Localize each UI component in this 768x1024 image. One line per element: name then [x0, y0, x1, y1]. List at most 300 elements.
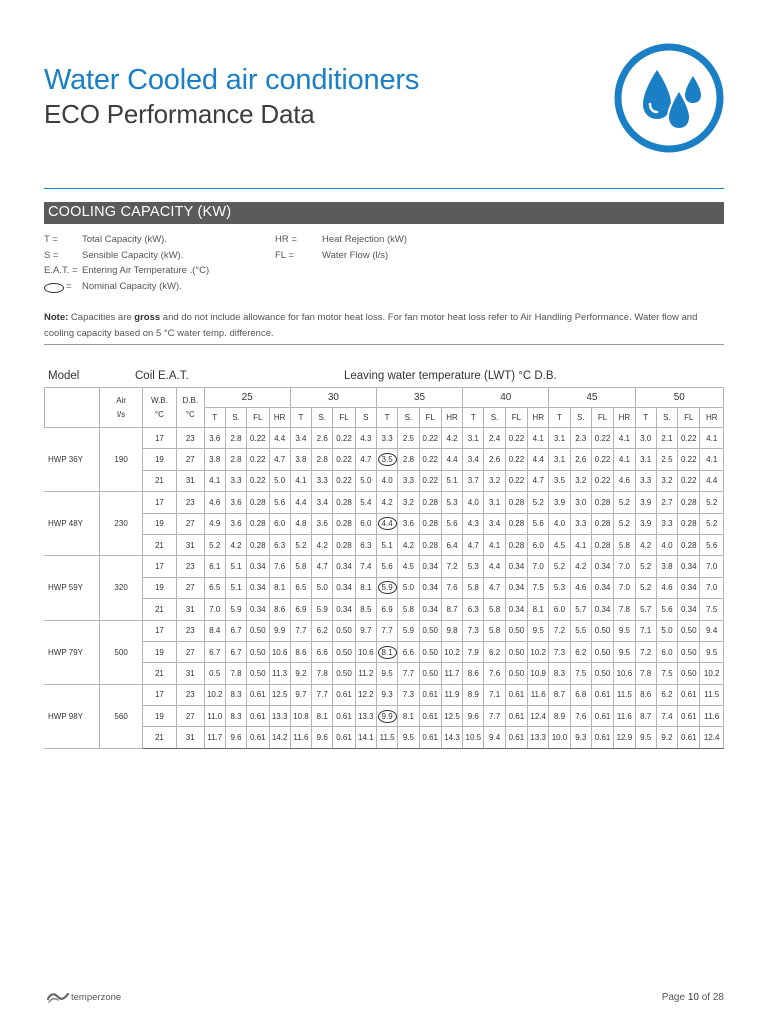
table-cell: 6.0: [355, 513, 376, 534]
table-cell: 5.0: [656, 620, 677, 641]
table-cell: 0.22: [678, 428, 700, 449]
table-cell: 4.2: [570, 556, 591, 577]
table-cell: 3.3: [398, 470, 419, 491]
db-value: 31: [176, 534, 204, 555]
table-cell: 2.8: [312, 449, 333, 470]
page-subtitle: ECO Performance Data: [44, 99, 315, 129]
table-cell: 7.0: [204, 599, 225, 620]
db-value: 31: [176, 470, 204, 491]
table-cell: 0.28: [678, 534, 700, 555]
nominal-cell: [376, 577, 397, 598]
metric-col-header: S.: [225, 408, 246, 428]
table-row: [45, 663, 724, 684]
wb-header-line1: W.B.: [150, 395, 168, 405]
table-cell: 8.3: [549, 663, 570, 684]
table-cell: 2.5: [656, 449, 677, 470]
table-cell: 5.0: [398, 577, 419, 598]
table-cell: 0.34: [591, 556, 613, 577]
wb-col-header: [142, 388, 176, 428]
table-cell: 5.1: [225, 556, 246, 577]
table-cell: 6.7: [225, 620, 246, 641]
table-cell: 7.4: [355, 556, 376, 577]
nominal-cell: [376, 706, 397, 727]
table-cell: 3.9: [635, 513, 656, 534]
table-cell: 7.0: [700, 577, 724, 598]
page-label: Page: [661, 992, 688, 1003]
table-cell: 7.3: [398, 684, 419, 705]
table-cell: 7.8: [635, 663, 656, 684]
table-cell: 9.5: [635, 727, 656, 748]
table-cell: 3.6: [225, 513, 246, 534]
table-cell: 2.8: [398, 449, 419, 470]
metric-col-header: HR: [441, 408, 462, 428]
table-cell: 4.2: [312, 534, 333, 555]
table-cell: 5.0: [312, 577, 333, 598]
metric-col-header: HR: [614, 408, 635, 428]
table-cell: 8.9: [463, 684, 484, 705]
metric-col-header: S.: [398, 408, 419, 428]
metric-col-header: S: [355, 408, 376, 428]
table-cell: 5.2: [614, 492, 635, 513]
table-cell: 3.6: [225, 492, 246, 513]
table-row: [45, 620, 724, 641]
coil-eat-header: Coil E.A.T.: [135, 370, 189, 382]
table-cell: 4.4: [269, 428, 290, 449]
air-flow-value: 230: [100, 492, 143, 556]
table-cell: 0.50: [678, 663, 700, 684]
metric-col-header: T: [549, 408, 570, 428]
table-cell: 3.2: [570, 470, 591, 491]
table-cell: 3.6: [204, 428, 225, 449]
table-cell: 0.61: [591, 706, 613, 727]
table-cell: 3.0: [635, 428, 656, 449]
table-cell: 2.3: [570, 428, 591, 449]
legend-text-s: Sensible Capacity (kW).: [82, 250, 184, 261]
air-flow-value: 500: [100, 620, 143, 684]
table-cell: 8.7: [549, 684, 570, 705]
brand-name: temperzone: [71, 992, 122, 1003]
table-cell: 0.34: [419, 556, 441, 577]
table-cell: 0.28: [333, 492, 355, 513]
table-cell: 5.9: [225, 599, 246, 620]
table-cell: 4.1: [290, 470, 311, 491]
table-cell: 0.34: [678, 577, 700, 598]
db-value: 23: [176, 684, 204, 705]
table-cell: 3.6: [312, 513, 333, 534]
table-cell: 0.61: [505, 727, 527, 748]
table-cell: 6.5: [204, 577, 225, 598]
table-cell: 0.50: [247, 620, 269, 641]
table-cell: 10.6: [614, 663, 635, 684]
table-cell: 7.0: [528, 556, 549, 577]
metric-col-header: FL: [247, 408, 269, 428]
table-cell: 7.0: [614, 577, 635, 598]
table-cell: 4.9: [204, 513, 225, 534]
table-cell: 0.22: [591, 449, 613, 470]
note-divider: [44, 344, 724, 345]
table-cell: 8.1: [312, 706, 333, 727]
table-cell: 2.6: [312, 428, 333, 449]
table-cell: 8.7: [635, 706, 656, 727]
table-cell: 0.50: [505, 641, 527, 662]
table-cell: 0.34: [505, 599, 527, 620]
table-cell: 9.2: [656, 727, 677, 748]
table-cell: 5.5: [570, 620, 591, 641]
table-cell: 5.8: [484, 599, 505, 620]
wb-header-line2: °C: [154, 409, 164, 419]
table-cell: 9.7: [290, 684, 311, 705]
db-value: 27: [176, 449, 204, 470]
table-cell: 0.61: [419, 684, 441, 705]
table-cell: 3.9: [549, 492, 570, 513]
table-cell: 4.5: [549, 534, 570, 555]
air-col-header: [100, 388, 143, 428]
wb-value: 21: [142, 663, 176, 684]
wb-value: 21: [142, 470, 176, 491]
table-cell: 9.7: [355, 620, 376, 641]
table-cell: 5.7: [570, 599, 591, 620]
db-value: 31: [176, 727, 204, 748]
table-cell: 5.2: [614, 513, 635, 534]
table-cell: 6.0: [528, 534, 549, 555]
table-cell: 0.34: [678, 599, 700, 620]
table-cell: 12.4: [528, 706, 549, 727]
table-cell: 0.50: [333, 620, 355, 641]
table-cell: 7.7: [484, 706, 505, 727]
table-cell: 10.5: [463, 727, 484, 748]
table-cell: 4.2: [441, 428, 462, 449]
table-cell: 11.5: [376, 727, 397, 748]
table-cell: 3.3: [635, 470, 656, 491]
table-cell: 0.61: [678, 684, 700, 705]
note-bold: gross: [134, 312, 161, 323]
table-cell: 0.34: [419, 577, 441, 598]
table-cell: 4.6: [614, 470, 635, 491]
table-cell: 4.6: [656, 577, 677, 598]
table-cell: 4.1: [614, 449, 635, 470]
table-cell: 6.0: [656, 641, 677, 662]
table-cell: 6.4: [441, 534, 462, 555]
nominal-capacity-value: 4.4: [378, 517, 397, 530]
table-cell: 3.8: [290, 449, 311, 470]
table-cell: 0.28: [505, 492, 527, 513]
table-cell: 5.2: [204, 534, 225, 555]
table-cell: 11.6: [700, 706, 724, 727]
table-cell: 13.3: [528, 727, 549, 748]
table-cell: 0.50: [333, 641, 355, 662]
table-cell: 7.1: [635, 620, 656, 641]
db-value: 31: [176, 599, 204, 620]
table-cell: 10.2: [700, 663, 724, 684]
legend-text-fl: Water Flow (l/s): [322, 250, 389, 261]
metric-col-header: FL: [333, 408, 355, 428]
legend-key-fl: FL =: [275, 250, 294, 261]
table-cell: 4.2: [635, 534, 656, 555]
table-cell: 0.28: [591, 534, 613, 555]
table-cell: 11.5: [700, 684, 724, 705]
table-cell: 7.9: [463, 641, 484, 662]
db-col-header: [176, 388, 204, 428]
table-cell: 5.6: [656, 599, 677, 620]
table-row: [45, 492, 724, 513]
table-cell: 2.6: [484, 449, 505, 470]
table-cell: 4.1: [700, 449, 724, 470]
table-cell: 0.28: [247, 492, 269, 513]
table-cell: 6.0: [269, 513, 290, 534]
table-cell: 9.2: [290, 663, 311, 684]
table-cell: 0.34: [247, 577, 269, 598]
wb-value: 19: [142, 641, 176, 662]
table-cell: 0.61: [591, 684, 613, 705]
air-flow-value: 190: [100, 428, 143, 492]
performance-table: [44, 387, 724, 749]
temperzone-logo: [47, 990, 135, 1006]
table-cell: 5.6: [700, 534, 724, 555]
table-cell: 0.34: [591, 577, 613, 598]
air-flow-value: 320: [100, 556, 143, 620]
table-cell: 0.22: [678, 449, 700, 470]
legend-key-t: T =: [44, 234, 58, 245]
table-cell: 5.1: [225, 577, 246, 598]
table-cell: 0.28: [505, 534, 527, 555]
lwt-header: Leaving water temperature (LWT) °C D.B.: [344, 370, 557, 382]
table-cell: 14.1: [355, 727, 376, 748]
table-cell: 0.61: [419, 727, 441, 748]
table-cell: 4.0: [463, 492, 484, 513]
table-cell: 2.1: [656, 428, 677, 449]
table-cell: 3.8: [656, 556, 677, 577]
table-cell: 5.6: [528, 513, 549, 534]
table-cell: 4.1: [700, 428, 724, 449]
table-cell: 0.28: [591, 492, 613, 513]
note-text-a: Capacities are: [68, 312, 135, 323]
table-cell: 8.1: [398, 706, 419, 727]
table-cell: 9.8: [441, 620, 462, 641]
nominal-capacity-value: 3.5: [378, 453, 397, 466]
metric-col-header: T: [635, 408, 656, 428]
wb-value: 19: [142, 513, 176, 534]
table-cell: 0.61: [247, 727, 269, 748]
model-name: HWP 48Y: [45, 492, 100, 556]
table-cell: 7.4: [656, 706, 677, 727]
table-cell: 5.6: [376, 556, 397, 577]
section-bar: [44, 202, 724, 224]
table-cell: 0.34: [505, 577, 527, 598]
table-cell: 4.4: [484, 556, 505, 577]
table-cell: 7.8: [225, 663, 246, 684]
table-cell: 4.4: [441, 449, 462, 470]
db-header-line2: °C: [185, 409, 195, 419]
table-cell: 0.61: [247, 706, 269, 727]
table-cell: 8.6: [290, 641, 311, 662]
table-cell: 6.7: [204, 641, 225, 662]
wb-value: 21: [142, 534, 176, 555]
table-cell: 7.3: [463, 620, 484, 641]
table-cell: 7.2: [441, 556, 462, 577]
table-cell: 7.0: [614, 556, 635, 577]
table-cell: 5.2: [700, 492, 724, 513]
table-cell: 0.22: [333, 470, 355, 491]
table-cell: 4.1: [484, 534, 505, 555]
metric-col-header: T: [463, 408, 484, 428]
air-header-line1: Air: [116, 395, 126, 405]
lwt-value-header: 30: [290, 388, 376, 408]
table-cell: 0.61: [678, 706, 700, 727]
table-cell: 5.6: [441, 513, 462, 534]
table-cell: 9.5: [398, 727, 419, 748]
model-name: HWP 36Y: [45, 428, 100, 492]
table-cell: 10.8: [290, 706, 311, 727]
table-cell: 0.28: [505, 513, 527, 534]
table-cell: 5.8: [614, 534, 635, 555]
air-flow-value: 560: [100, 684, 143, 748]
section-title: COOLING CAPACITY (KW): [48, 204, 232, 220]
lwt-value-header: 35: [376, 388, 462, 408]
table-cell: 4.7: [528, 470, 549, 491]
table-cell: 9.6: [463, 706, 484, 727]
table-cell: 3.3: [225, 470, 246, 491]
table-row: [45, 470, 724, 491]
table-cell: 3.3: [376, 428, 397, 449]
table-cell: 7.5: [700, 599, 724, 620]
table-cell: 4.1: [570, 534, 591, 555]
table-cell: 0.28: [591, 513, 613, 534]
wb-value: 19: [142, 449, 176, 470]
table-cell: 3.7: [463, 470, 484, 491]
table-cell: 0.61: [419, 706, 441, 727]
table-cell: 0.22: [419, 470, 441, 491]
table-cell: 0.22: [419, 428, 441, 449]
wb-value: 17: [142, 556, 176, 577]
wb-value: 19: [142, 706, 176, 727]
table-cell: 8.1: [355, 577, 376, 598]
table-cell: 0.61: [247, 684, 269, 705]
legend-key-hr: HR =: [275, 234, 297, 245]
table-cell: 0.61: [333, 684, 355, 705]
wb-value: 21: [142, 599, 176, 620]
table-cell: 11.7: [204, 727, 225, 748]
table-row: [45, 727, 724, 748]
table-cell: 6.0: [549, 599, 570, 620]
table-cell: 2.5: [398, 428, 419, 449]
table-cell: 8.1: [269, 577, 290, 598]
table-cell: 0.50: [678, 620, 700, 641]
table-cell: 8.9: [549, 706, 570, 727]
table-cell: 7.6: [441, 577, 462, 598]
table-cell: 0.50: [419, 620, 441, 641]
db-value: 27: [176, 577, 204, 598]
table-cell: 2.6: [570, 449, 591, 470]
table-cell: 11.2: [355, 663, 376, 684]
table-cell: 0.28: [419, 534, 441, 555]
table-cell: 0.28: [678, 513, 700, 534]
metric-col-header: FL: [591, 408, 613, 428]
table-cell: 4.7: [312, 556, 333, 577]
table-cell: 2.7: [656, 492, 677, 513]
table-cell: 8.5: [355, 599, 376, 620]
table-cell: 4.2: [398, 534, 419, 555]
table-cell: 5.2: [635, 577, 656, 598]
table-cell: 3.3: [312, 470, 333, 491]
table-cell: 4.1: [614, 428, 635, 449]
table-cell: 3.6: [398, 513, 419, 534]
table-cell: 14.3: [441, 727, 462, 748]
table-cell: 2.4: [484, 428, 505, 449]
table-cell: 8.4: [204, 620, 225, 641]
wb-value: 17: [142, 684, 176, 705]
table-cell: 0.34: [678, 556, 700, 577]
table-cell: 6.6: [312, 641, 333, 662]
metric-col-header: T: [204, 408, 225, 428]
table-cell: 0.34: [419, 599, 441, 620]
db-value: 23: [176, 492, 204, 513]
table-cell: 6.2: [312, 620, 333, 641]
model-header: Model: [48, 370, 80, 382]
table-cell: 5.2: [290, 534, 311, 555]
table-row: [45, 513, 724, 534]
table-cell: 0.50: [247, 663, 269, 684]
metric-col-header: S.: [312, 408, 333, 428]
table-cell: 9.5: [700, 641, 724, 662]
table-cell: 7.5: [570, 663, 591, 684]
table-cell: 4.4: [700, 470, 724, 491]
legend-text-nominal: Nominal Capacity (kW).: [82, 281, 182, 292]
table-cell: 7.0: [700, 556, 724, 577]
table-cell: 0.61: [678, 727, 700, 748]
table-cell: 5.7: [635, 599, 656, 620]
table-cell: 0.22: [591, 428, 613, 449]
table-cell: 4.3: [355, 428, 376, 449]
legend-key-eat: E.A.T. =: [44, 265, 78, 276]
table-cell: 0.34: [333, 577, 355, 598]
table-cell: 0.50: [505, 663, 527, 684]
table-cell: 0.22: [678, 470, 700, 491]
table-cell: 8.7: [441, 599, 462, 620]
table-cell: 0.34: [247, 556, 269, 577]
table-cell: 4.2: [225, 534, 246, 555]
table-cell: 4.0: [549, 513, 570, 534]
table-cell: 5.0: [355, 470, 376, 491]
table-cell: 4.6: [570, 577, 591, 598]
db-header-line1: D.B.: [182, 395, 199, 405]
table-cell: 7.5: [656, 663, 677, 684]
table-cell: 5.9: [312, 599, 333, 620]
metric-col-header: S.: [656, 408, 677, 428]
table-cell: 8.1: [528, 599, 549, 620]
table-cell: 0.22: [591, 470, 613, 491]
table-cell: 5.8: [484, 620, 505, 641]
metric-col-header: HR: [269, 408, 290, 428]
table-cell: 0.50: [591, 620, 613, 641]
table-cell: 7.7: [312, 684, 333, 705]
table-cell: 7.2: [635, 641, 656, 662]
model-name: HWP 79Y: [45, 620, 100, 684]
table-cell: 4.1: [528, 428, 549, 449]
table-cell: 11.3: [269, 663, 290, 684]
table-cell: 7.5: [528, 577, 549, 598]
nominal-capacity-value: 5.9: [378, 581, 397, 594]
table-cell: 4.7: [484, 577, 505, 598]
table-cell: 4.3: [463, 513, 484, 534]
table-cell: 0.28: [247, 534, 269, 555]
table-cell: 4.7: [269, 449, 290, 470]
table-cell: 9.3: [376, 684, 397, 705]
table-cell: 11.6: [290, 727, 311, 748]
table-cell: 0.22: [505, 470, 527, 491]
db-value: 27: [176, 513, 204, 534]
table-cell: 4.4: [290, 492, 311, 513]
table-cell: 14.2: [269, 727, 290, 748]
